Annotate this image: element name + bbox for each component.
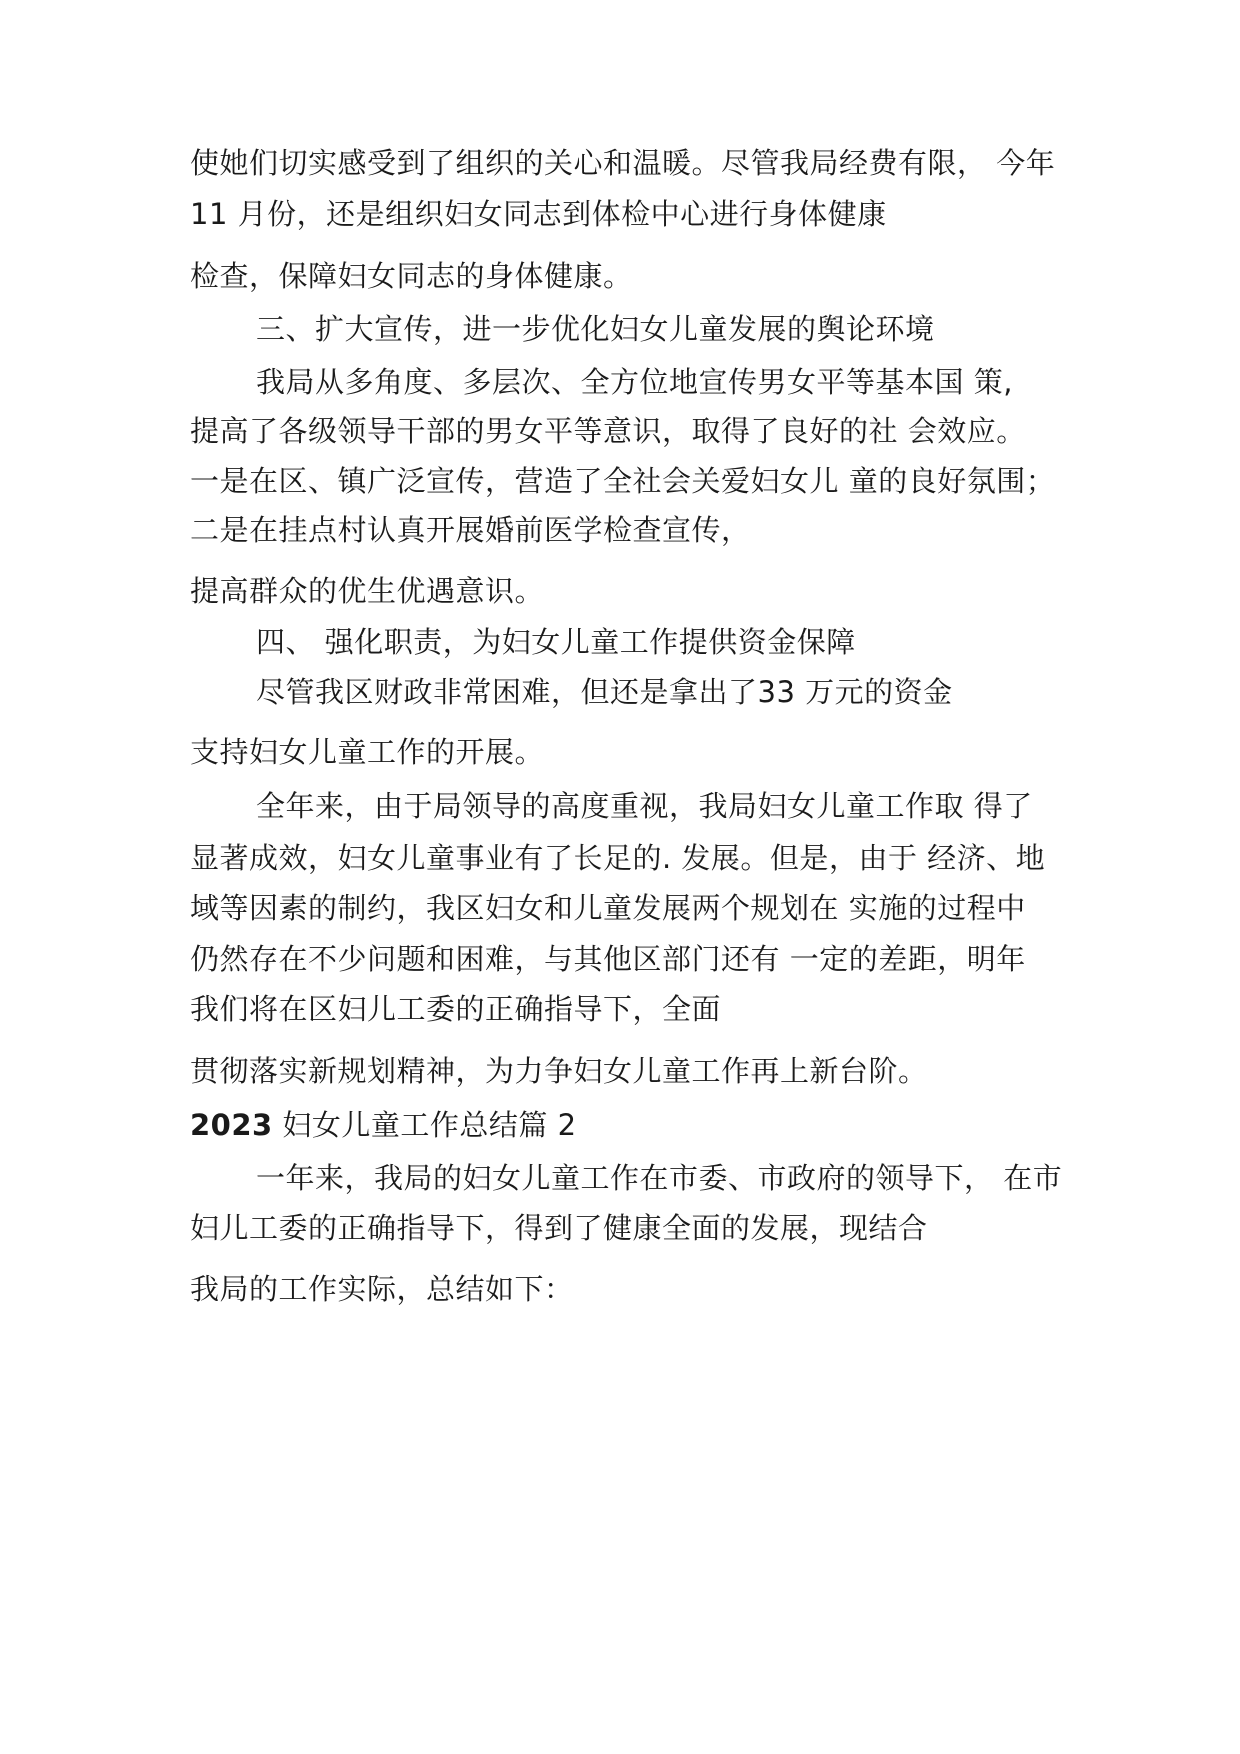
paragraph-line: 贯彻落实新规划精神，为力争妇女儿童工作再上新台阶。: [190, 1054, 928, 1088]
paragraph-line: 我们将在区妇儿工委的正确指导下，全面: [190, 992, 722, 1026]
section-heading: 四、 强化职责，为妇女儿童工作提供资金保障: [256, 625, 856, 659]
paragraph-line: 提高群众的优生优遇意识。: [190, 574, 545, 608]
article-heading: [190, 1105, 577, 1145]
paragraph-line: 全年来，由于局领导的高度重视，我局妇女儿童工作取 得了: [256, 789, 1033, 823]
paragraph-line: 尽管我区财政非常困难，但还是拿出了33 万元的资金: [256, 675, 953, 709]
paragraph-line: 提高了各级领导干部的男女平等意识，取得了良好的社 会效应。: [190, 414, 1026, 448]
paragraph-line: 妇儿工委的正确指导下，得到了健康全面的发展，现结合: [190, 1211, 928, 1245]
heading-title: 妇女儿童工作总结篇 2: [272, 1108, 577, 1142]
paragraph-line: 支持妇女儿童工作的开展。: [190, 735, 545, 769]
paragraph-line: 一是在区、镇广泛宣传，营造了全社会关爱妇女儿 童的良好氛围；: [190, 464, 1056, 498]
paragraph-line: 仍然存在不少问题和困难，与其他区部门还有 一定的差距，明年: [190, 942, 1026, 976]
paragraph-line: 我局从多角度、多层次、全方位地宣传男女平等基本国 策,: [256, 365, 1013, 399]
heading-year: 2023: [190, 1108, 273, 1142]
paragraph-line: 我局的工作实际，总结如下：: [190, 1272, 574, 1306]
paragraph-line: 11 月份，还是组织妇女同志到体检中心进行身体健康: [190, 197, 887, 231]
paragraph-line: 二是在挂点村认真开展婚前医学检查宣传，: [190, 513, 751, 547]
paragraph-line: 域等因素的制约，我区妇女和儿童发展两个规划在 实施的过程中: [190, 891, 1026, 925]
paragraph-line: 检查，保障妇女同志的身体健康。: [190, 259, 633, 293]
paragraph-line: 显著成效，妇女儿童事业有了长足的. 发展。但是，由于 经济、地: [190, 841, 1046, 875]
paragraph-line: 使她们切实感受到了组织的关心和温暖。尽管我局经费有限， 今年: [190, 146, 1056, 180]
section-heading: 三、扩大宣传，进一步优化妇女儿童发展的舆论环境: [256, 312, 935, 346]
paragraph-line: 一年来，我局的妇女儿童工作在市委、市政府的领导下， 在市: [256, 1161, 1063, 1195]
